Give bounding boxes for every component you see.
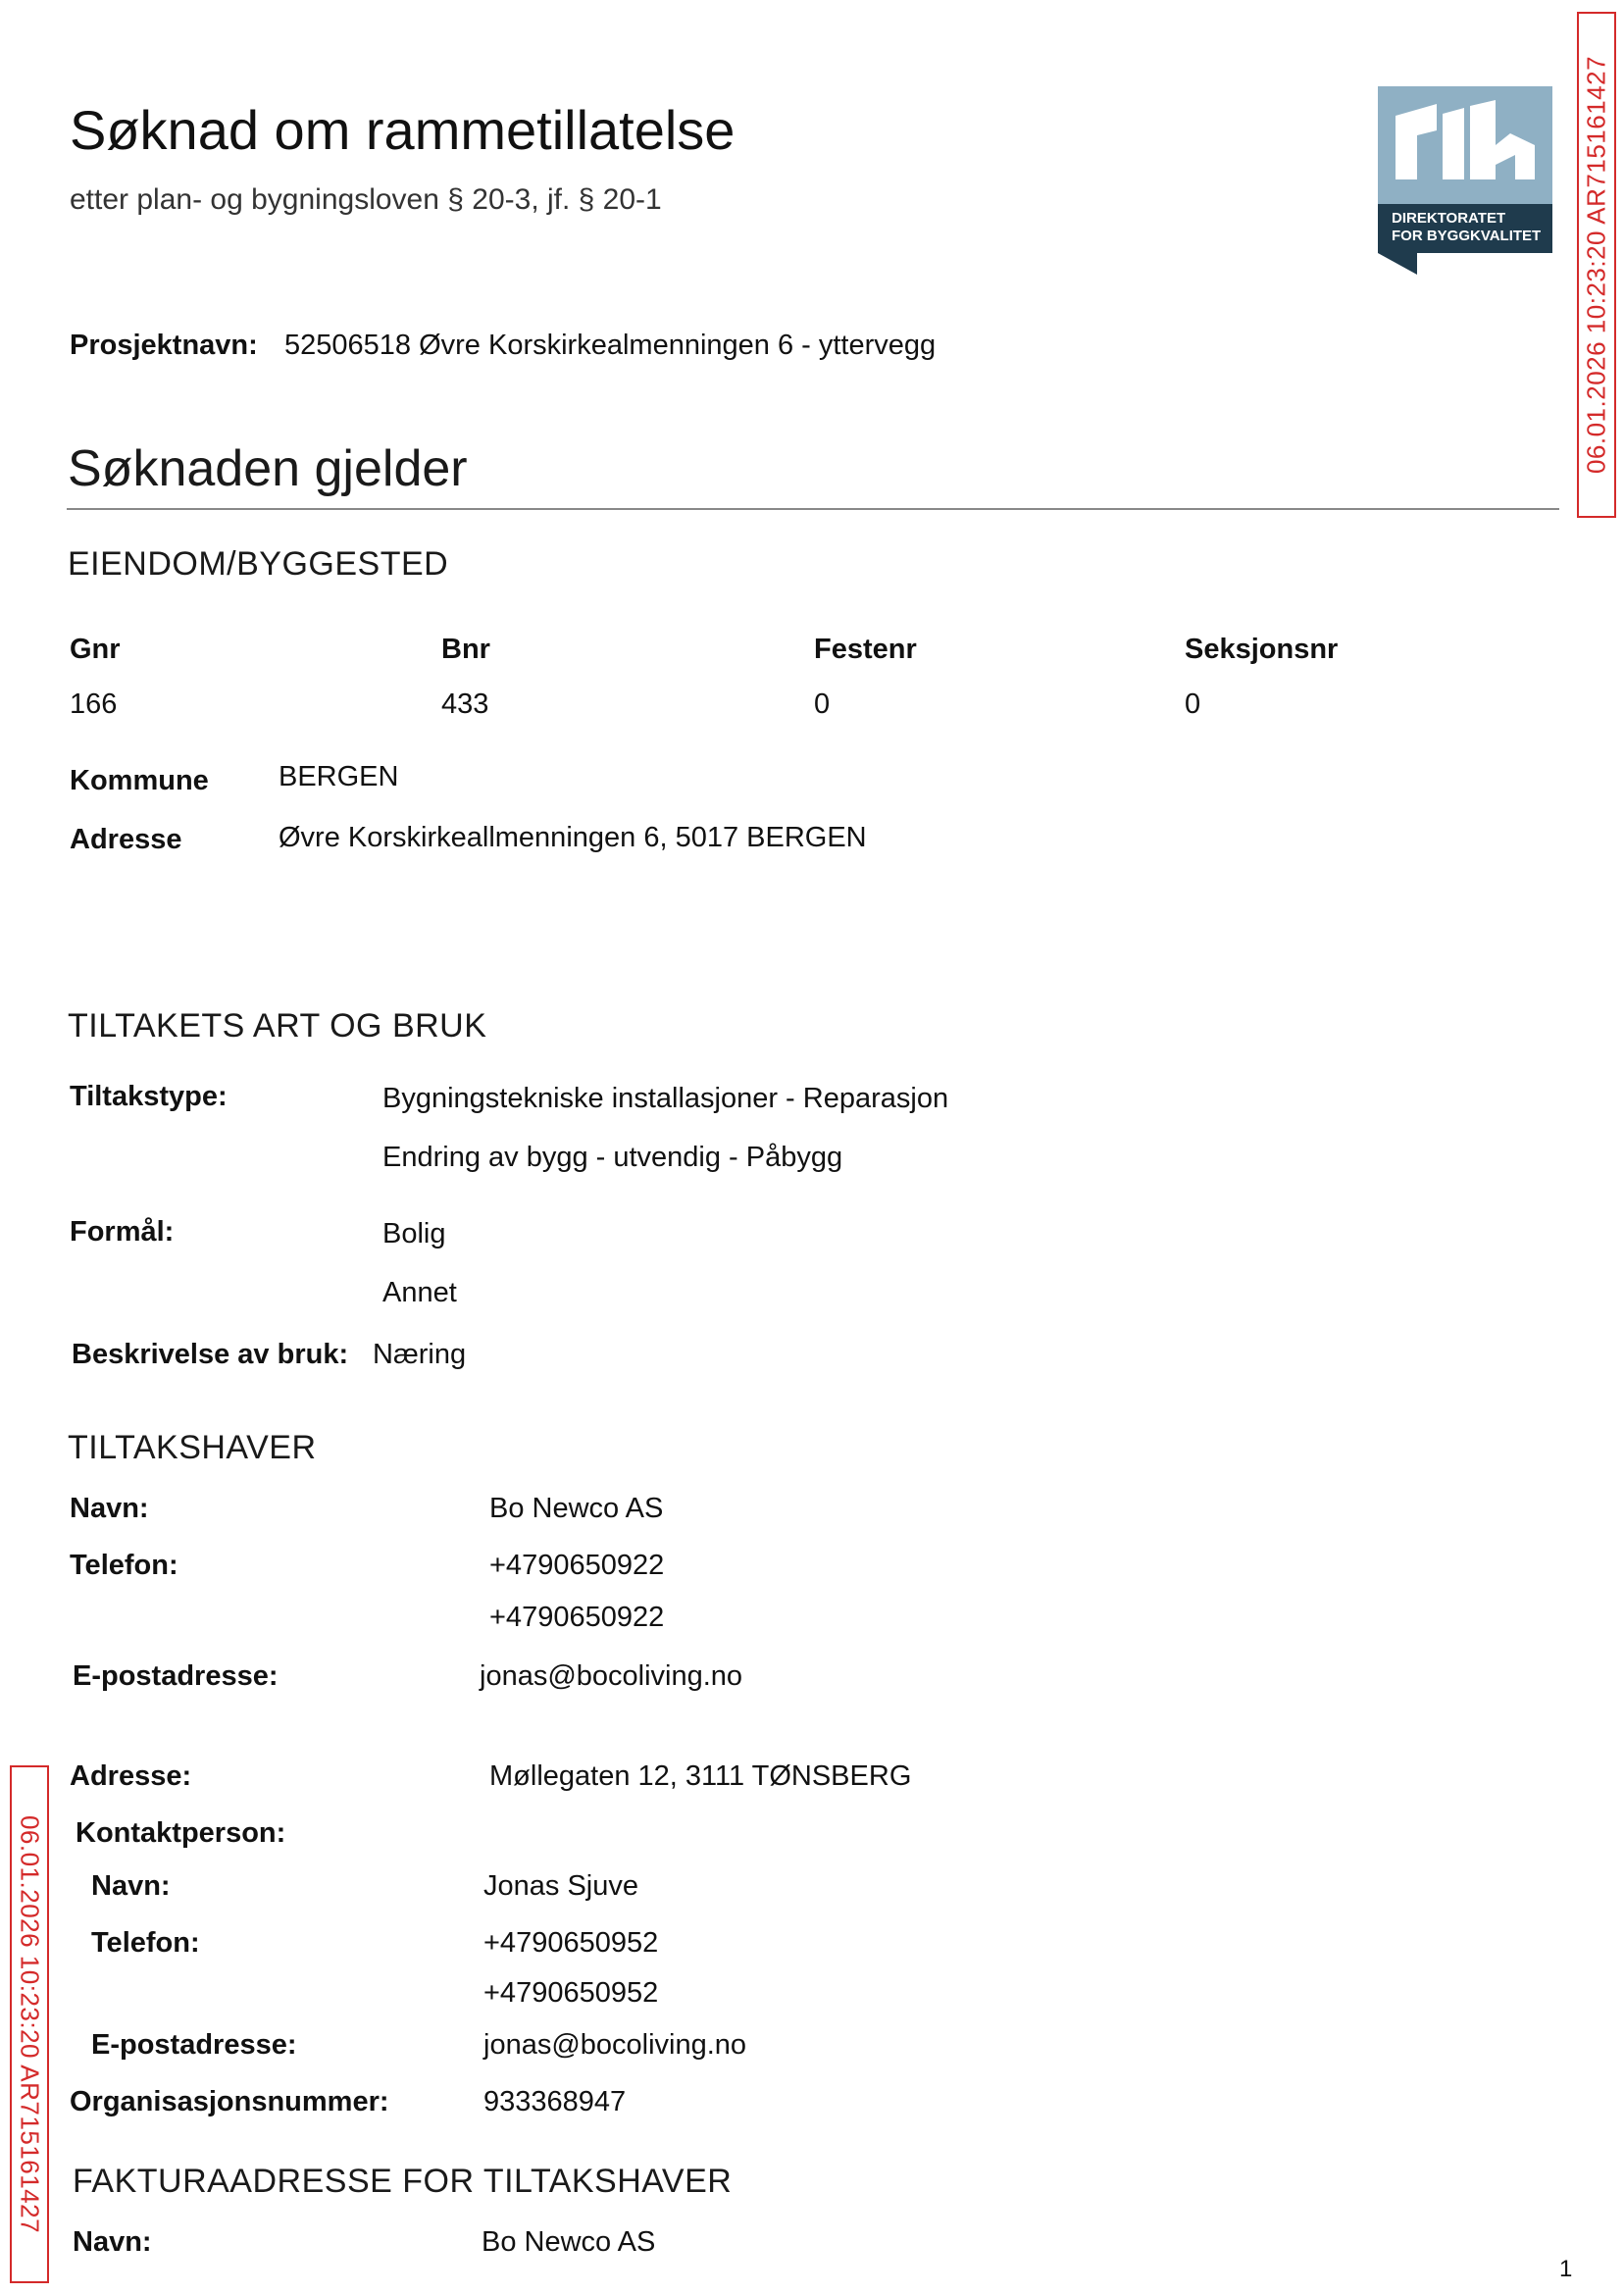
contact-phone-2: +4790650952 [483, 1977, 659, 2009]
section-title-owner: TILTAKSHAVER [68, 1429, 317, 1466]
owner-phone-label: Telefon: [70, 1550, 178, 1581]
measure-type-1: Bygningstekniske installasjoner - Reparasjon [382, 1083, 949, 1114]
billing-name-label: Navn: [73, 2226, 152, 2258]
owner-address-value: Møllegaten 12, 3111 TØNSBERG [489, 1760, 912, 1792]
seksjonsnr-label: Seksjonsnr [1185, 634, 1339, 665]
owner-name-value: Bo Newco AS [489, 1493, 664, 1524]
usage-label: Beskrivelse av bruk: [72, 1339, 349, 1370]
contact-phone-label: Telefon: [91, 1927, 200, 1959]
contact-name-value: Jonas Sjuve [483, 1870, 638, 1902]
purpose-2: Annet [382, 1277, 457, 1308]
contact-phone-1: +4790650952 [483, 1927, 659, 1959]
contact-email-value: jonas@bocoliving.no [483, 2029, 747, 2061]
owner-phone-1: +4790650922 [489, 1550, 665, 1581]
owner-email-value: jonas@bocoliving.no [480, 1660, 743, 1692]
contact-email-label: E-postadresse: [91, 2029, 297, 2061]
seksjonsnr-value: 0 [1185, 688, 1201, 720]
project-name-value: 52506518 Øvre Korskirkealmenningen 6 - yttervegg [284, 330, 937, 361]
purpose-label: Formål: [70, 1216, 175, 1248]
owner-name-label: Navn: [70, 1493, 149, 1524]
gnr-value: 166 [70, 688, 118, 720]
bnr-label: Bnr [441, 634, 490, 665]
festenr-label: Festenr [814, 634, 917, 665]
adresse-label: Adresse [70, 824, 182, 855]
bnr-value: 433 [441, 688, 489, 720]
contact-person-label: Kontaktperson: [76, 1817, 286, 1849]
festenr-value: 0 [814, 688, 831, 720]
timestamp-stamp-left-text: 06.01.2026 10:23:20 AR715161427 [15, 1814, 45, 2234]
section-title-measure: TILTAKETS ART OG BRUK [68, 1007, 487, 1045]
contact-name-label: Navn: [91, 1870, 171, 1902]
document-title: Søknad om rammetillatelse [70, 99, 736, 161]
main-heading: Søknaden gjelder [68, 440, 468, 497]
org-number-value: 933368947 [483, 2086, 627, 2117]
owner-phone-2: +4790650922 [489, 1602, 665, 1633]
dibk-logo-graphic [1378, 86, 1552, 275]
owner-address-label: Adresse: [70, 1760, 192, 1792]
logo-text-line1: DIREKTORATET [1392, 210, 1506, 227]
gnr-label: Gnr [70, 634, 121, 665]
kommune-label: Kommune [70, 765, 209, 796]
page-number: 1 [1559, 2256, 1573, 2282]
measure-type-label: Tiltakstype: [70, 1081, 228, 1112]
adresse-value: Øvre Korskirkeallmenningen 6, 5017 BERGEN [279, 822, 867, 853]
purpose-1: Bolig [382, 1218, 446, 1249]
dibk-logo [1378, 86, 1552, 275]
section-title-property: EIENDOM/BYGGESTED [68, 545, 449, 583]
timestamp-stamp-top [1577, 12, 1616, 518]
billing-name-value: Bo Newco AS [482, 2226, 656, 2258]
document-subtitle: etter plan- og bygningsloven § 20-3, jf. § 20-1 [70, 183, 662, 216]
project-name-label: Prosjektnavn: [70, 330, 258, 361]
section-title-billing: FAKTURAADRESSE FOR TILTAKSHAVER [73, 2163, 733, 2200]
measure-type-2: Endring av bygg - utvendig - Påbygg [382, 1142, 843, 1173]
kommune-value: BERGEN [279, 761, 399, 792]
timestamp-stamp-left [10, 1765, 49, 2283]
org-number-label: Organisasjonsnummer: [70, 2086, 389, 2117]
timestamp-stamp-top-text: 06.01.2026 10:23:20 AR715161427 [1581, 55, 1611, 475]
usage-value: Næring [373, 1339, 467, 1370]
main-heading-rule [67, 508, 1559, 510]
owner-email-label: E-postadresse: [73, 1660, 279, 1692]
logo-text-line2: FOR BYGGKVALITET [1392, 228, 1542, 244]
